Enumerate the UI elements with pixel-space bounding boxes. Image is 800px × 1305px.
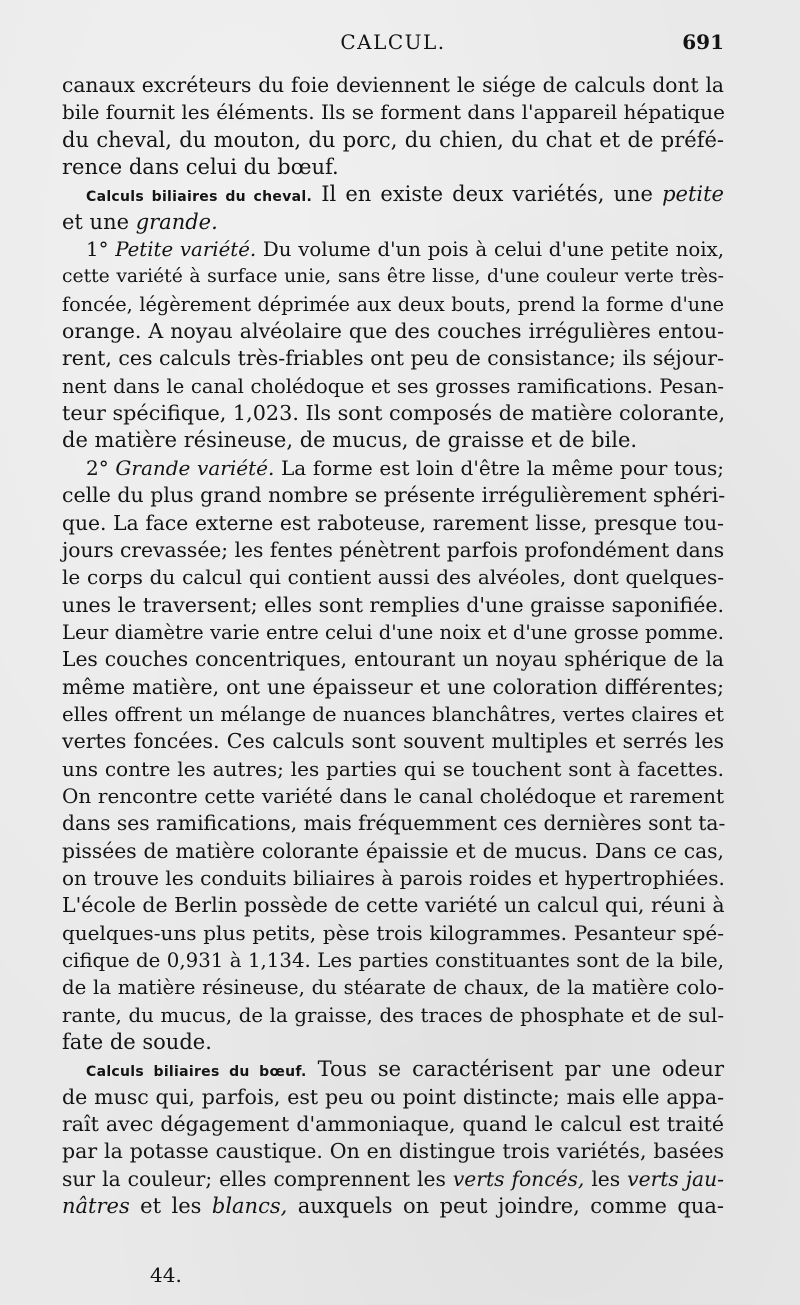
paragraph-petite-variete [62,236,724,455]
text-line: même matière, ont une épaisseur et une coloration différentes; [62,674,724,699]
section-heading-boeuf: Calculs biliaires du bœuf. [86,1064,307,1081]
text-line: On rencontre cette variété dans le canal cholédoque et rarement [62,783,724,808]
italic-term: nâtres [62,1194,130,1219]
text-line: raît avec dégagement d'ammoniaque, quand le calcul est traité [62,1112,724,1137]
text-line: rante, du mucus, de la graisse, des traces de phosphate et de sul- [62,1003,724,1027]
text-line: Leur diamètre varie entre celui d'une noix et d'une grosse pomme. [62,620,724,644]
section-heading-cheval: Calculs biliaires du cheval. [86,189,313,206]
text-line: Les couches concentriques, entourant un noyau sphérique de la [62,647,724,672]
text-run: sur la couleur; elles comprennent les [62,1166,453,1191]
text-line: elles offrent un mélange de nuances blanchâtres, vertes claires et [62,702,724,726]
italic-term: Petite variété. [115,238,257,262]
text-run: Il en existe deux variétés, une [312,182,663,207]
text-line: du cheval, du mouton, du porc, du chien, du chat et de préfé- [62,127,724,152]
text-line: dans ses ramifications, mais fréquemment ces dernières sont ta- [62,811,726,836]
paragraph-grande-variete [62,455,724,1057]
page-header [62,28,724,58]
text-line: pissées de matière colorante épaissie et de mucus. Dans ce cas, [62,838,724,863]
paragraph-intro [62,72,724,181]
paragraph-calculs-cheval [62,181,724,236]
text-line [62,236,724,263]
text-run: les [584,1166,628,1191]
text-line: que. La face externe est raboteuse, rarement lisse, presque tou- [62,510,724,535]
text-line: cifique de 0,931 à 1,134. Les parties constituantes sont de la bile, [62,949,724,972]
text-line: uns contre les autres; les parties qui se touchent sont à facettes. [62,756,724,781]
text-line: cette variété à surface unie, sans être lisse, d'une couleur verte très- [62,266,724,288]
italic-term: verts foncés, [452,1166,585,1191]
text-line: teur spécifique, 1,023. Ils sont composés de matière colorante, [62,401,726,426]
text-line [62,1166,724,1193]
text-line: le corps du calcul qui contient aussi des alvéoles, dont quelques- [62,565,724,590]
text-line: fate de soude. [62,1030,212,1055]
text-line: bile fournit les éléments. Ils se forment dans l'appareil hépatique [62,100,725,125]
text-line: jours crevassée; les fentes pénètrent parfois profondément dans [62,537,725,562]
text-line: L'école de Berlin possède de cette variété un calcul qui, réuni à [62,893,725,918]
text-line: foncée, légèrement déprimée aux deux bouts, prend la forme d'une [62,292,724,316]
text-line [62,455,724,482]
italic-term: blancs, [211,1194,288,1219]
text-line: on trouve les conduits biliaires à parois roides et hypertrophiées. [62,865,725,890]
text-run: et une [62,209,136,234]
text-line: unes le traversent; elles sont remplies d'une graisse saponifiée. [62,592,724,617]
text-line [62,209,724,236]
text-run: Du volume d'un pois à celui d'une petite noix, [256,238,725,262]
text-line: de matière résineuse, de mucus, de graisse et de bile. [62,428,638,453]
signature-mark: 44. [150,1263,182,1287]
text-run: auxquels on peut joindre, comme qua- [287,1194,724,1219]
text-line [62,1193,724,1220]
running-title: CALCUL. [340,30,446,54]
text-run: 2° [86,455,116,480]
text-run: 1° [86,238,116,262]
page-number: 691 [682,30,724,54]
paragraph-calculs-boeuf [62,1056,724,1220]
text-line: quelques-uns plus petits, pèse trois kilogrammes. Pesanteur spé- [62,920,724,945]
text-line: orange. A noyau alvéolaire que des couches irrégulières entou- [62,319,724,344]
text-run: et les [129,1194,212,1219]
text-run: La forme est loin d'être la même pour tous; [274,455,724,480]
italic-term: verts jau- [627,1166,725,1191]
body-text [62,72,724,1220]
text-line: rent, ces calculs très-friables ont peu de consistance; ils séjour- [62,346,725,371]
italic-term: petite [662,182,724,207]
text-line: de musc qui, parfois, est peu ou point distincte; mais elle appa- [62,1084,724,1109]
text-line: celle du plus grand nombre se présente irrégulièrement sphéri- [62,483,726,508]
italic-term: grande. [135,209,218,234]
italic-term: Grande variété. [115,455,275,480]
text-line [62,1056,724,1083]
text-line: par la potasse caustique. On en distingue trois variétés, basées [62,1139,724,1164]
text-run: Tous se caractérisent par une odeur [306,1057,724,1082]
text-line: rence dans celui du bœuf. [62,155,339,180]
text-line [62,181,724,208]
text-line: de la matière résineuse, du stéarate de chaux, de la matière colo- [62,976,724,1000]
text-line: canaux excréteurs du foie deviennent le siége de calculs dont la [62,73,724,97]
text-line: vertes foncées. Ces calculs sont souvent multiples et serrés les [62,729,724,754]
text-line: nent dans le canal cholédoque et ses grosses ramifications. Pesan- [62,374,724,398]
